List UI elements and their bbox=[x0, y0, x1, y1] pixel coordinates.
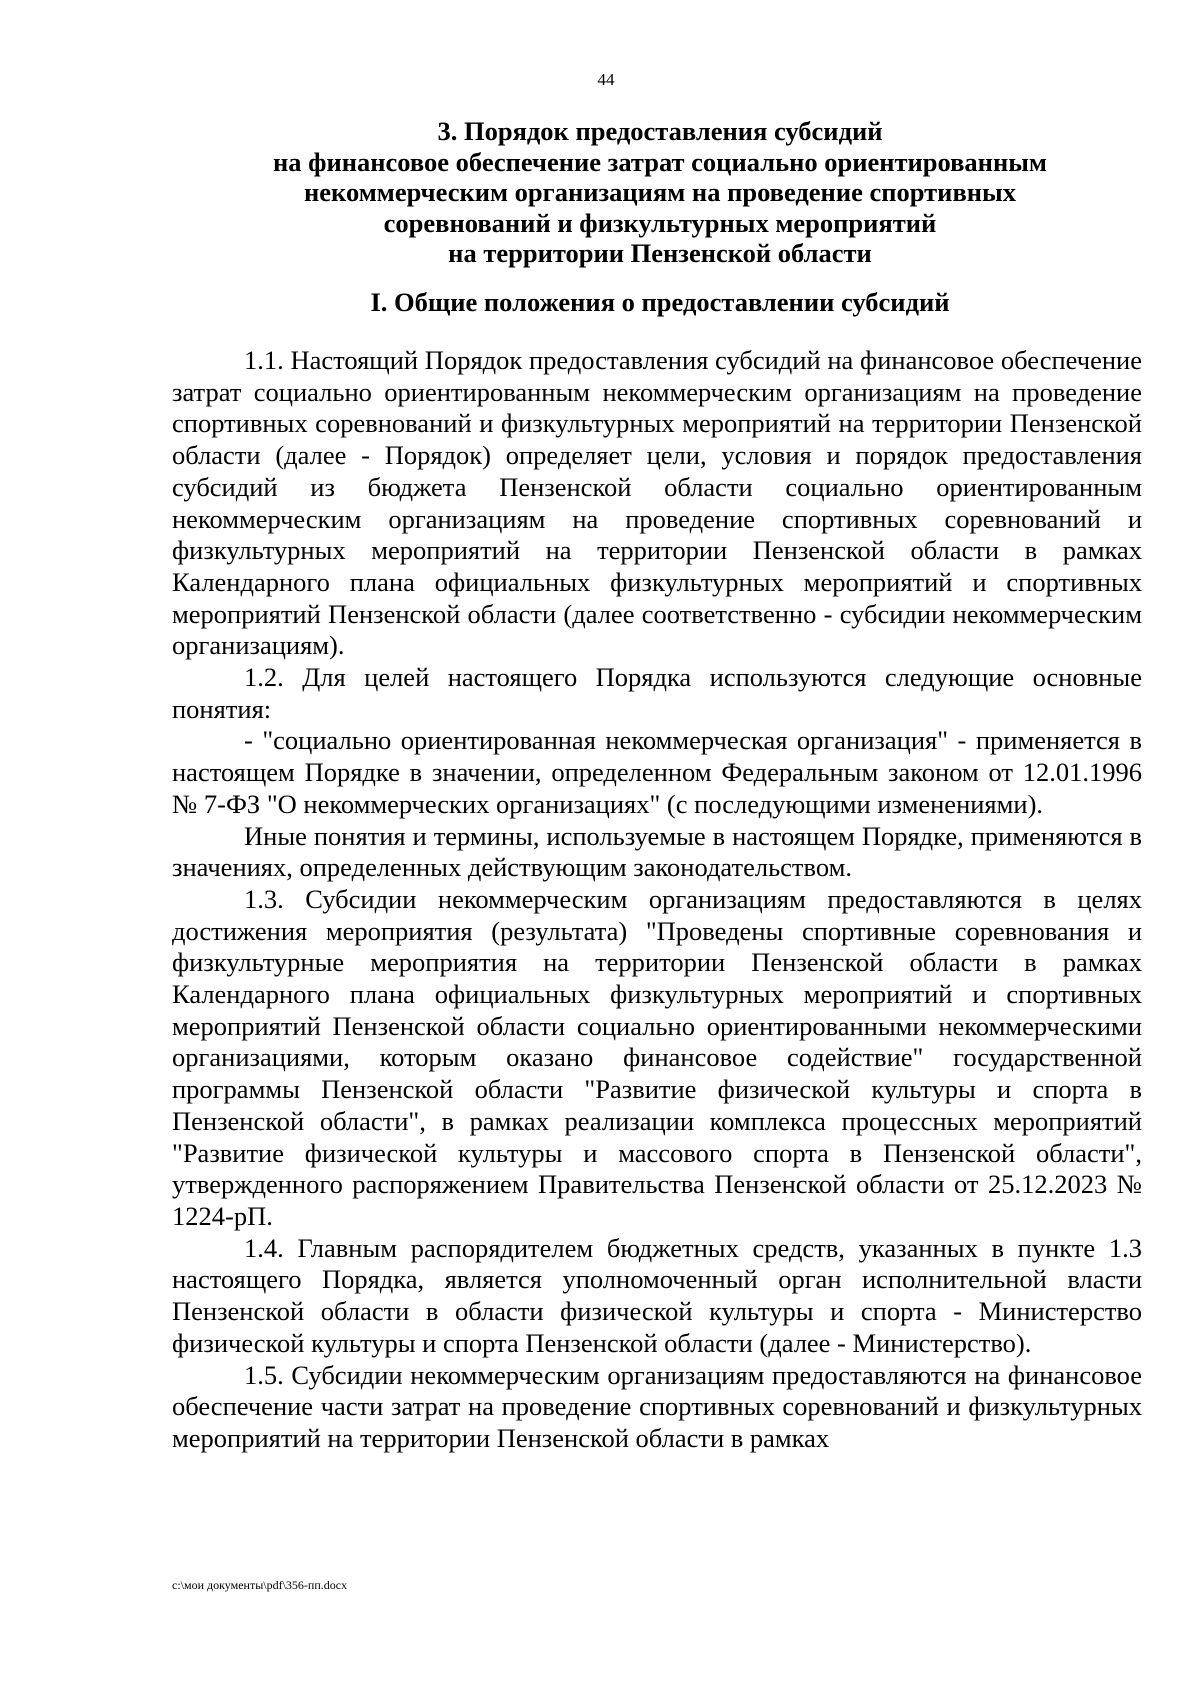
paragraph-1-2: 1.2. Для целей настоящего Порядка используются следующие основные понятия: bbox=[172, 662, 1142, 724]
title-line: соревнований и физкультурных мероприятий bbox=[383, 207, 937, 238]
document-title bbox=[160, 116, 1160, 269]
footer-file-path: c:\мои документы\pdf\356-пп.docx bbox=[172, 1578, 348, 1592]
paragraph-1-3: 1.3. Субсидии некоммерческим организациям предоставляются в целях достижения мероприятия (результата) "Проведены спортивные соревнования и физкультурные мероприятия на территории Пензенской области в рамках Календарного плана официальных физкультурных мероприятий и спортивных мероприятий Пензенской области социально ориентированными некоммерческими организациями, которым оказано финансовое содействие" государственной программы Пензенской области "Развитие физической культуры и спорта в Пензенской области", в рамках реализации комплекса процессных мероприятий "Развитие физической культуры и массового спорта в Пензенской области", утвержденного распоряжением Правительства Пензенской области от 25.12.2023 № 1224-рП. bbox=[172, 883, 1142, 1231]
body-text bbox=[172, 345, 1142, 1455]
title-line: некоммерческим организациям на проведение спортивных bbox=[304, 177, 1016, 207]
paragraph-1-5: 1.5. Субсидии некоммерческим организациям предоставляются на финансовое обеспечение части затрат на проведение спортивных соревнований и физкультурных мероприятий на территории Пензенской области в рамках bbox=[172, 1359, 1142, 1453]
paragraph-definition: - "социально ориентированная некоммерческая организация" - применяется в настоящем Порядке в значении, определенном Федеральным законом от 12.01.1996 № 7-ФЗ "О некоммерческих организациях" (с последующими изменениями). bbox=[172, 725, 1142, 819]
title-line: на финансовое обеспечение затрат социально ориентированным bbox=[273, 146, 1047, 177]
title-line: на территории Пензенской области bbox=[448, 238, 872, 268]
page-number: 44 bbox=[597, 70, 615, 89]
paragraph-1-4: 1.4. Главным распорядителем бюджетных средств, указанных в пункте 1.3 настоящего Порядка, является уполномоченный орган исполнительной власти Пензенской области в области физической культуры и спорта - Министерство физической культуры и спорта Пензенской области (далее - Министерство). bbox=[172, 1232, 1142, 1358]
section-heading: I. Общие положения о предоставлении субсидий bbox=[370, 287, 950, 317]
paragraph-1-1: 1.1. Настоящий Порядок предоставления субсидий на финансовое обеспечение затрат социально ориентированным некоммерческим организациям на проведение спортивных соревнований и физкультурных мероприятий на территории Пензенской области (далее - Порядок) определяет цели, условия и порядок предоставления субсидий из бюджета Пензенской области социально ориентированным некоммерческим организациям на проведение спортивных соревнований и физкультурных мероприятий на территории Пензенской области в рамках Календарного плана официальных физкультурных мероприятий и спортивных мероприятий Пензенской области (далее соответственно - субсидии некоммерческим организациям). bbox=[172, 345, 1142, 661]
title-line: 3. Порядок предоставления субсидий bbox=[437, 116, 883, 146]
paragraph-terms: Иные понятия и термины, используемые в настоящем Порядке, применяются в значениях, определенных действующим законодательством. bbox=[172, 820, 1142, 883]
